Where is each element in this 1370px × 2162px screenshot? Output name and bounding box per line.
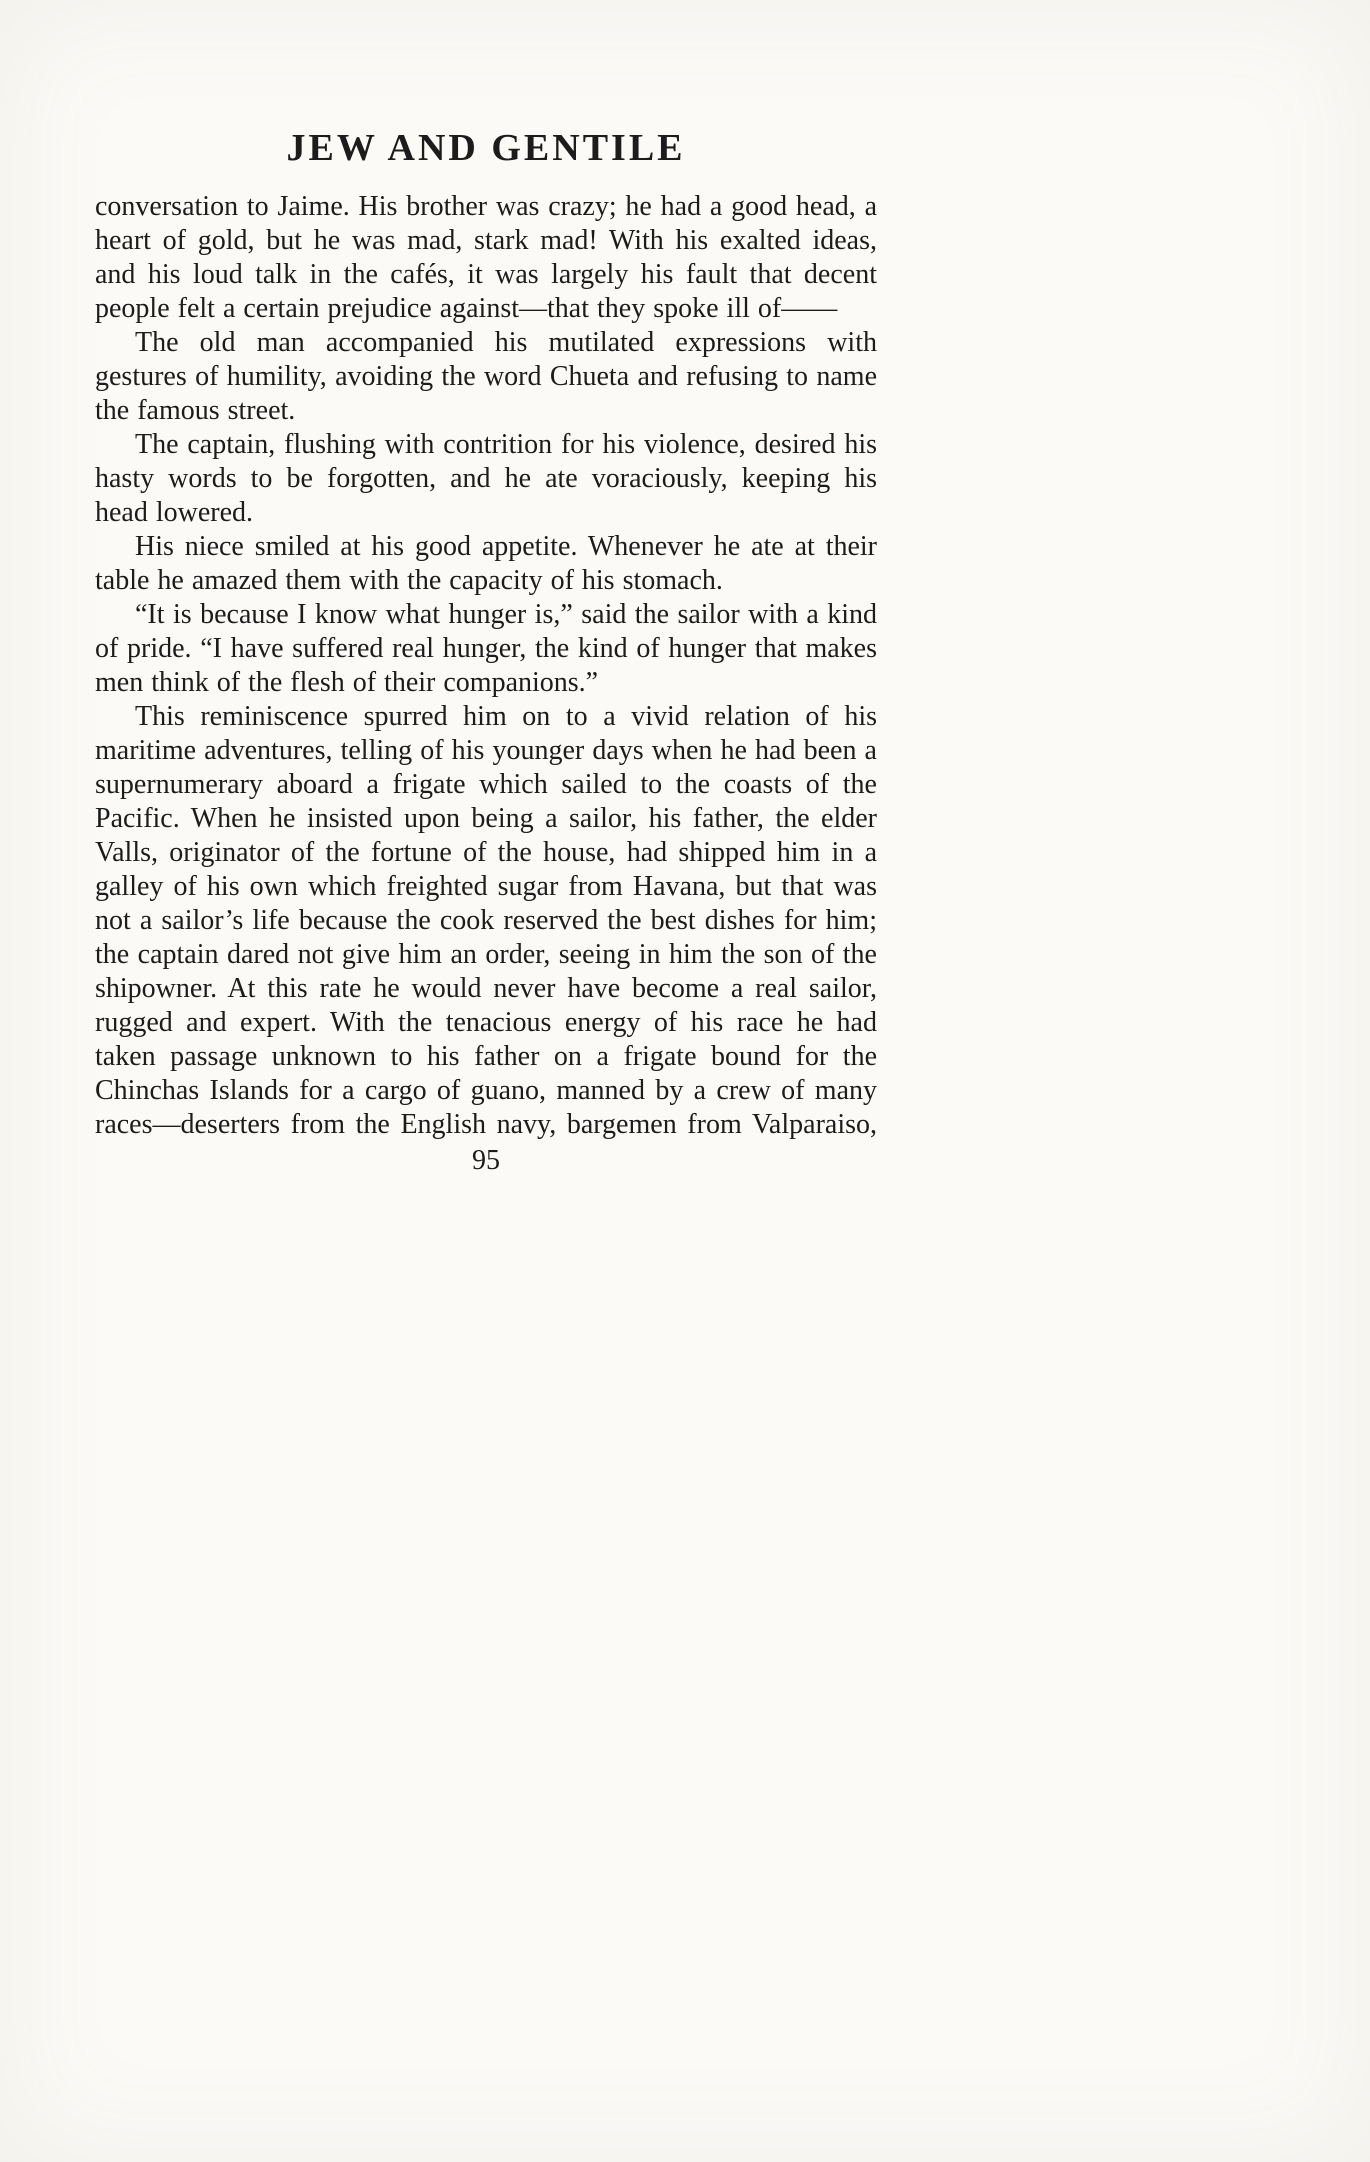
page-number: 95 — [472, 1144, 500, 1176]
paragraph: The captain, flushing with contrition for his violence, desired his hasty words to be forgotten, and he ate voraciously, keeping his head lowered. — [95, 428, 877, 528]
paragraph: His niece smiled at his good appetite. Whenever he ate at their table he amazed them with the capacity of his stomach. — [95, 530, 877, 596]
paragraphs — [95, 190, 877, 1142]
text-block — [95, 128, 877, 1178]
paragraph: “It is because I know what hunger is,” said the sailor with a kind of pride. “I have suffered real hunger, the kind of hunger that makes men think of the flesh of their companions.” — [95, 598, 877, 698]
paragraph: conversation to Jaime. His brother was crazy; he had a good head, a heart of gold, but he was mad, stark mad! With his exalted ideas, and his loud talk in the cafés, it was largely his fault that decent people felt a certain prejudice against—that they spoke ill of—— — [95, 190, 877, 324]
page-title: JEW AND GENTILE — [286, 127, 686, 169]
paragraph: This reminiscence spurred him on to a vivid relation of his maritime adventures, telling of his younger days when he had been a supernumerary aboard a frigate which sailed to the coasts of the Pacific. When he insisted upon being a sailor, his father, the elder Valls, originator of the fortune of the house, had shipped him in a galley of his own which freighted sugar from Havana, but that was not a sailor’s life because the cook reserved the best dishes for him; the captain dared not give him an order, seeing in him the son of the shipowner. At this rate he would never have become a real sailor, rugged and expert. With the tenacious energy of his race he had taken passage unknown to his father on a frigate bound for the Chinchas Islands for a cargo of guano, manned by a crew of many races—deserters from the English navy, bargemen from Valparaiso, — [95, 700, 877, 1140]
paragraph: The old man accompanied his mutilated expressions with gestures of humility, avoiding the word Chueta and refusing to name the famous street. — [95, 326, 877, 426]
